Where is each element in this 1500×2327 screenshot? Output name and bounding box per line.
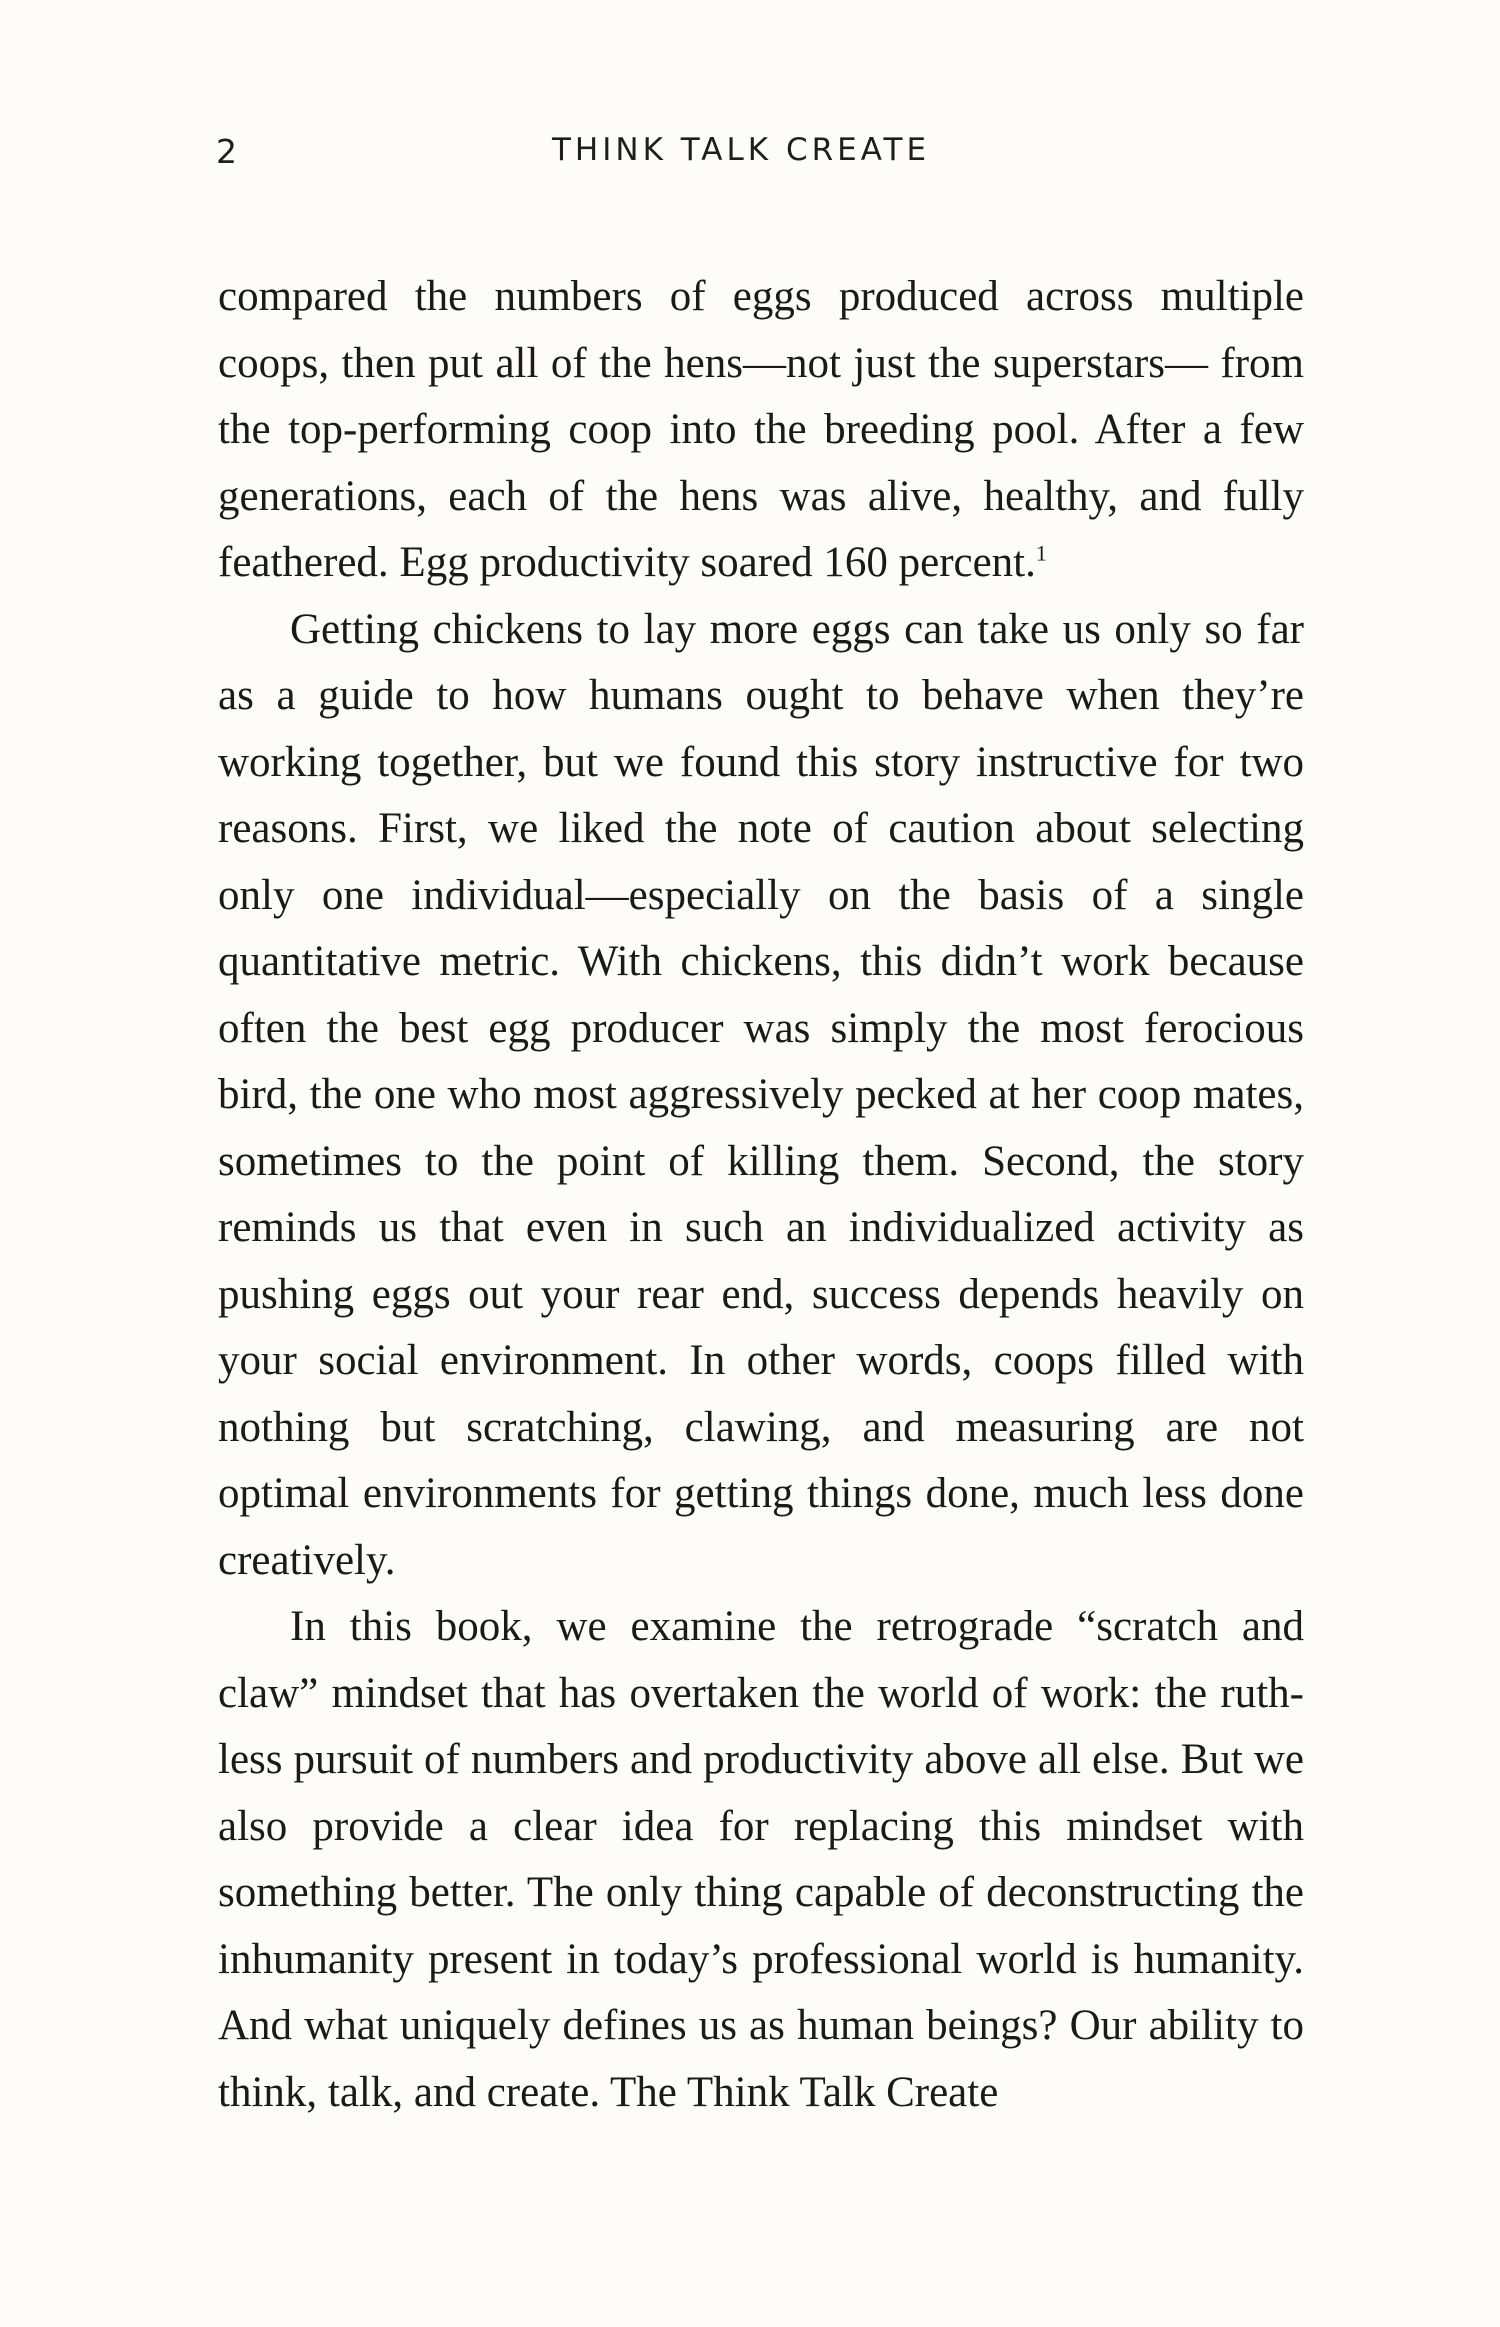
paragraph-1-text: compared the numbers of eggs produced across multiple coops, then put all of the hens—not just the superstars— from the top-performing coop into the breeding pool. After a few generations, each of the hens was alive, healthy, and fully feathered. Egg productivity soared 160 percent. [218,273,1304,586]
paragraph-3: In this book, we examine the retrograde “scratch and claw” mindset that has overtaken the world of work: the ruthless pursuit of numbers and productivity above all else. But we also provide a clear idea for replacing this mindset with something better. The only thing capable of deconstructing the inhumanity present in today’s professional world is humanity. And what uniquely defines us as human beings? Our ability to think, talk, and create. The Think Talk Create [218,1603,1304,2116]
body-text [218,264,1304,2126]
book-title: THINK TALK CREATE [552,132,931,168]
paragraph-2: Getting chickens to lay more eggs can take us only so far as a guide to how humans ought to behave when they’re working together, but we found this story instructive for two reasons. First, we liked the note of caution about selecting only one individual—especially on the basis of a single quantitative metric. With chickens, this didn’t work because often the best egg producer was simply the most ferocious bird, the one who most aggressively pecked at her coop mates, sometimes to the point of killing them. Second, the story reminds us that even in such an individualized activity as pushing eggs out your rear end, success depends heavily on your social environment. In other words, coops filled with nothing but scratching, clawing, and measuring are not optimal environments for getting things done, much less done creatively. [218,605,1304,1584]
page-number: 2 [216,132,238,171]
footnote-reference: 1 [1035,540,1047,566]
running-head [216,132,1306,184]
paragraph-1 [218,264,1304,597]
